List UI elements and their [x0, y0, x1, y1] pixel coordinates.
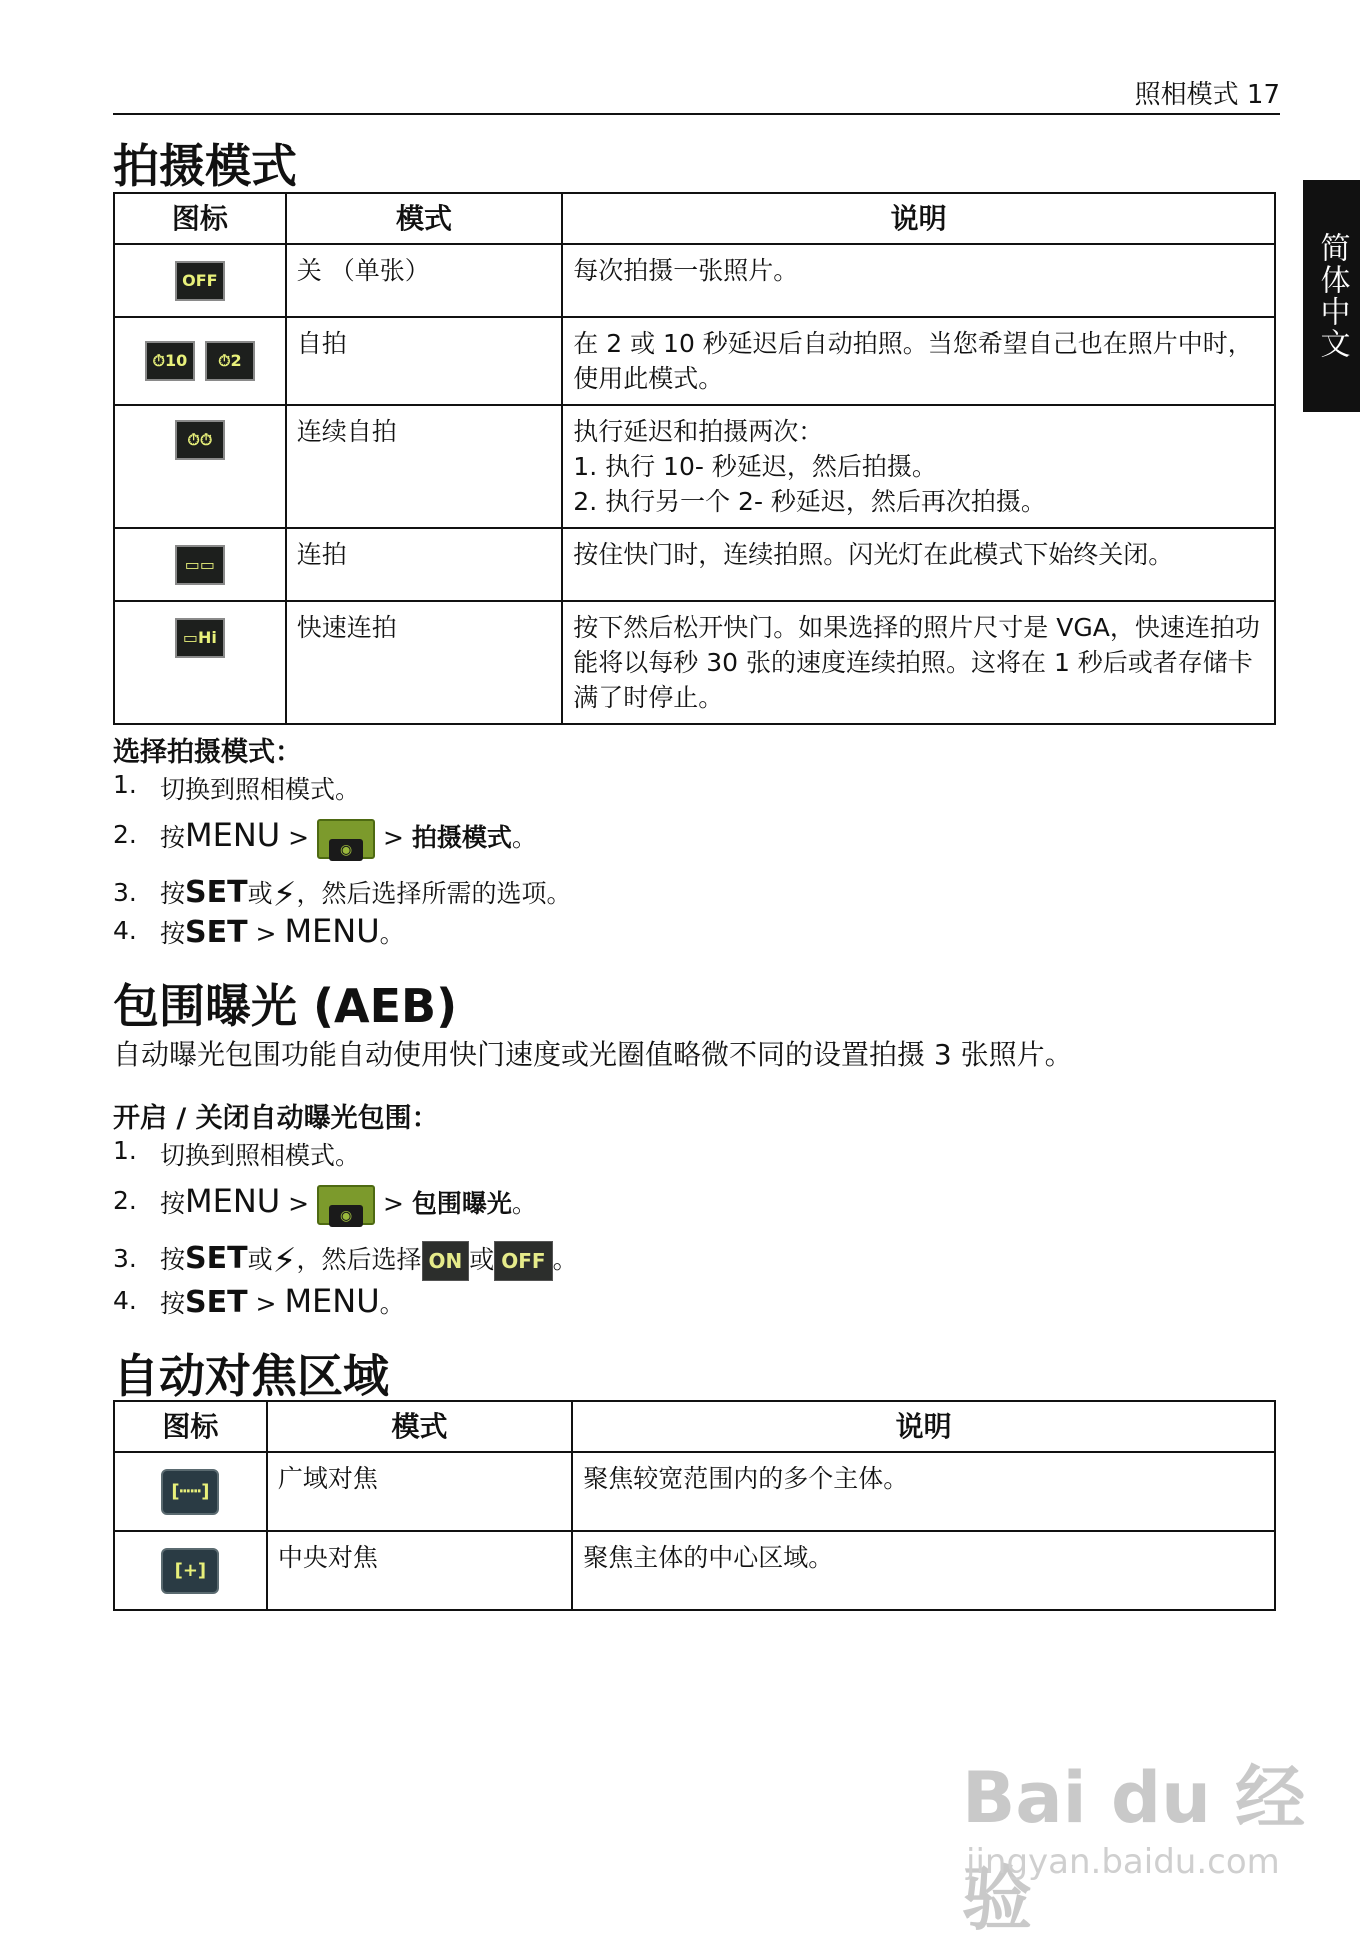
set-key: SET [185, 875, 248, 910]
col-header-desc: 说明 [562, 193, 1275, 244]
table-row [114, 528, 1275, 601]
table-row [114, 405, 1275, 528]
header-rule [113, 113, 1280, 115]
table-row [114, 1531, 1275, 1610]
col-header-icon: 图标 [114, 1401, 267, 1452]
table-row [114, 601, 1275, 724]
desc-cell: 按住快门时，连续拍照。闪光灯在此模式下始终关闭。 [562, 528, 1275, 601]
section-title-af-area: 自动对焦区域 [113, 1349, 389, 1403]
desc-line: 执行延迟和拍摄两次： [573, 417, 824, 446]
aeb-description: 自动曝光包围功能自动使用快门速度或光圈值略微不同的设置拍摄 3 张照片。 [113, 1038, 1073, 1071]
menu-key: MENU [284, 912, 380, 950]
flash-icon: ⚡ [272, 1241, 297, 1281]
desc-line: 1. 执行 10- 秒延迟，然后拍摄。 [573, 452, 937, 481]
mode-cell: 广域对焦 [267, 1452, 572, 1531]
language-tab-label: 简体中文 [1314, 232, 1350, 360]
select-mode-steps [113, 770, 1213, 950]
menu-key: MENU [185, 816, 281, 854]
section-title-aeb: 包围曝光 (AEB) [113, 979, 458, 1033]
list-item: 2. 按MENU > ◉ > 拍摄模式。 [113, 810, 1213, 872]
high-speed-burst-icon: ▭Hi [175, 618, 225, 658]
mode-cell: 自拍 [286, 317, 563, 405]
aeb-heading: 开启 / 关闭自动曝光包围： [113, 1103, 439, 1134]
table-row [114, 317, 1275, 405]
col-header-mode: 模式 [286, 193, 563, 244]
language-tab [1303, 180, 1360, 412]
list-item: 3. 按SET或⚡，然后选择所需的选项。 [113, 875, 572, 915]
menu-key: MENU [185, 1182, 281, 1220]
col-header-desc: 说明 [572, 1401, 1275, 1452]
shooting-mode-table [113, 192, 1276, 725]
desc-cell: 每次拍摄一张照片。 [562, 244, 1275, 317]
desc-cell: 在 2 或 10 秒延迟后自动拍照。当您希望自己也在照片中时，使用此模式。 [562, 317, 1275, 405]
list-item: 3. 按SET或⚡，然后选择 ON 或 OFF 。 [113, 1241, 578, 1281]
section-title-shooting-mode: 拍摄模式 [113, 139, 297, 193]
baidu-watermark-url: jingyan.baidu.com [966, 1842, 1280, 1882]
flash-icon: ⚡ [272, 875, 297, 915]
desc-cell: 按下然后松开快门。如果选择的照片尺寸是 VGA，快速连拍功能将以每秒 30 张的速度连续拍照。这将在 1 秒后或者存储卡满了时停止。 [562, 601, 1275, 724]
wide-af-icon: [┅┅] [161, 1469, 219, 1515]
set-key: SET [185, 915, 248, 950]
list-item: 1. 切换到照相模式。 [113, 1136, 361, 1170]
continuous-shot-icon: ▭▭ [175, 545, 225, 585]
table-row [114, 244, 1275, 317]
set-key: SET [185, 1285, 248, 1320]
single-off-icon: OFF [175, 261, 225, 301]
desc-cell: 聚焦主体的中心区域。 [572, 1531, 1275, 1610]
list-item: 4. 按SET > MENU。 [113, 912, 405, 950]
mode-cell: 中央对焦 [267, 1531, 572, 1610]
list-item: 1. 切换到照相模式。 [113, 770, 361, 804]
camera-menu-icon: ◉ [317, 1185, 375, 1225]
mode-cell: 快速连拍 [286, 601, 563, 724]
center-af-icon: [+] [161, 1548, 219, 1594]
self-timer-10s-icon: ⏱10 [145, 341, 195, 381]
col-header-icon: 图标 [114, 193, 286, 244]
desc-line: 2. 执行另一个 2- 秒延迟，然后再次拍摄。 [573, 487, 1046, 516]
list-item: 4. 按SET > MENU。 [113, 1282, 405, 1320]
select-mode-heading: 选择拍摄模式： [113, 737, 302, 768]
table-header-row [114, 1401, 1275, 1452]
camera-menu-icon: ◉ [317, 819, 375, 859]
table-row [114, 1452, 1275, 1531]
off-badge-icon: OFF [494, 1241, 552, 1281]
menu-key: MENU [284, 1282, 380, 1320]
table-header-row [114, 193, 1275, 244]
on-badge-icon: ON [422, 1241, 470, 1281]
col-header-mode: 模式 [267, 1401, 572, 1452]
mode-cell: 连续自拍 [286, 405, 563, 528]
header-section: 照相模式 [1134, 80, 1239, 110]
baidu-watermark-logo: Bai du 经验 [962, 1757, 1306, 1940]
desc-cell [562, 405, 1275, 528]
mode-cell: 连拍 [286, 528, 563, 601]
desc-cell: 聚焦较宽范围内的多个主体。 [572, 1452, 1275, 1531]
set-key: SET [185, 1241, 248, 1276]
page-number: 17 [1246, 80, 1280, 110]
mode-cell: 关 （单张） [286, 244, 563, 317]
list-item: 2. 按MENU > ◉ > 包围曝光。 [113, 1176, 1213, 1238]
aeb-steps [113, 1136, 1213, 1318]
page-header [1135, 74, 1280, 111]
self-timer-2s-icon: ⏱2 [205, 341, 255, 381]
af-area-table [113, 1400, 1276, 1611]
double-self-timer-icon: ⏱⏱ [175, 420, 225, 460]
